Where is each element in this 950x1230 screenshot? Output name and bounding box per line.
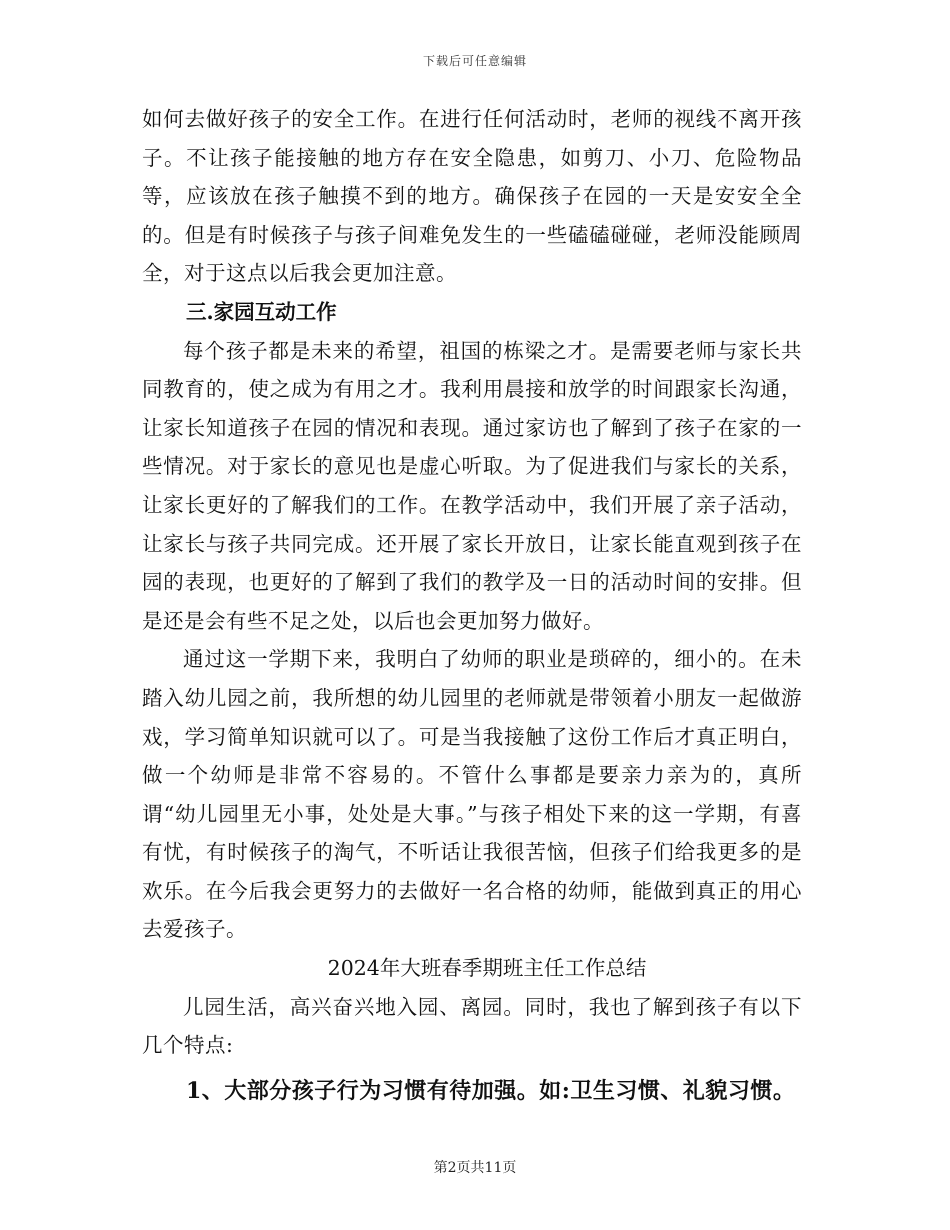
paragraph-reflection: 通过这一学期下来，我明白了幼师的职业是琐碎的，细小的。在未踏入幼儿园之前，我所想的幼儿园里的老师就是带领着小朋友一起做游戏，学习简单知识就可以了。可是当我接触了这份工作后才真正明白，做一个幼师是非常不容易的。不管什么事都是要亲力亲为的，真所谓“幼儿园里无小事，处处是大事。”与孩子相处下来的这一学期，有喜有忧，有时候孩子的淘气，不听话让我很苦恼，但孩子们给我更多的是欢乐。在今后我会更努力的去做好一名合格的幼师，能做到真正的用心去爱孩子。 bbox=[142, 647, 802, 942]
list-item-habits: 1、大部分孩子行为习惯有待加强。如:卫生习惯、礼貌习惯。 bbox=[186, 1077, 796, 1104]
page-header: 下载后可任意编辑 bbox=[422, 54, 527, 68]
document-title: 2024年大班春季期班主任工作总结 bbox=[327, 956, 647, 981]
page-footer: 第2页共11页 bbox=[433, 1160, 517, 1176]
section-heading-home-school: 三.家园互动工作 bbox=[186, 299, 337, 324]
document-body bbox=[142, 100, 802, 1113]
paragraph-home-school: 每个孩子都是未来的希望，祖国的栋梁之才。是需要老师与家长共同教育的，使之成为有用之才。我利用晨接和放学的时间跟家长沟通，让家长知道孩子在园的情况和表现。通过家访也了解到了孩子在家的一些情况。对于家长的意见也是虚心听取。为了促进我们与家长的关系，让家长更好的了解我们的工作。在教学活动中，我们开展了亲子活动，让家长与孩子共同完成。还开展了家长开放日，让家长能直观到孩子在园的表现，也更好的了解到了我们的教学及一日的活动时间的安排。但是还是会有些不足之处，以后也会更加努力做好。 bbox=[142, 338, 802, 633]
paragraph-safety: 如何去做好孩子的安全工作。在进行任何活动时，老师的视线不离开孩子。不让孩子能接触的地方存在安全隐患，如剪刀、小刀、危险物品等，应该放在孩子触摸不到的地方。确保孩子在园的一天是安安全全的。但是有时候孩子与孩子间难免发生的一些磕磕碰碰，老师没能顾周全，对于这点以后我会更加注意。 bbox=[142, 107, 802, 286]
paragraph-intro: 儿园生活，高兴奋兴地入园、离园。同时，我也了解到孩子有以下几个特点: bbox=[142, 994, 802, 1058]
